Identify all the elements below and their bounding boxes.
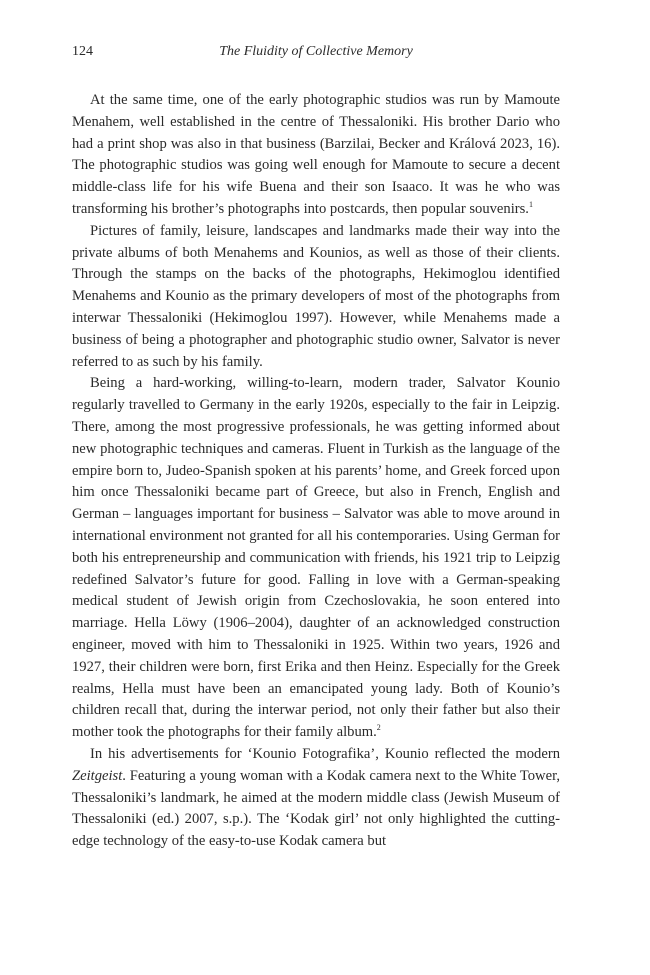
paragraph-text: Being a hard-working, willing-to-learn, modern trader, Salvator Kounio regularly travelled to Germany in the early 1920s, especially to the fair in Leipzig. There, among the most progressive professionals, he was getting informed about new photographic techniques and cameras. Fluent in Turkish as the language of the empire born to, Judeo-Spanish spoken at his parents’ home, and Greek forced upon him once Thessaloniki became part of Greece, but also in French, English and German – languages important for business – Salvator was able to move around in international environment not granted for all his contemporaries. Using German for both his entrepreneurship and communication with friends, his 1921 trip to Leipzig redefined Salvator’s future for good. Falling in love with a German-speaking medical student of Jewish origin from Czechoslovakia, he soon entered into marriage. Hella Löwy (1906–2004), daughter of an acknowledged construction engineer, moved with him to Thessaloniki in 1925. Within two years, 1926 and 1927, their children were born, first Erika and then Heinz. Especially for the Greek realms, Hella must have been an emancipated young lady. Both of Kounio’s children recall that, during the interwar period, not only their father but also their mother took the photographs for their family album.: [72, 375, 560, 741]
paragraph: [72, 373, 560, 744]
emphasis-text: Zeitgeist: [72, 767, 123, 784]
body-text: [72, 90, 560, 853]
paragraph-text: Pictures of family, leisure, landscapes and landmarks made their way into the private albums of both Menahems and Kounios, as well as those of their clients. Through the stamps on the backs of the photographs, Hekimoglou identified Menahems and Kounio as the primary developers of most of the photographs from interwar Thessaloniki (Hekimoglou 1997). However, while Menahems made a business of being a photographer and photographic studio owner, Salvator is never referred to as such by his family.: [72, 222, 560, 370]
paragraph: [72, 90, 560, 221]
paragraph: [72, 744, 560, 853]
footnote-marker[interactable]: 2: [376, 723, 381, 733]
running-title: The Fluidity of Collective Memory: [219, 44, 413, 59]
page-header: [72, 44, 560, 66]
footnote-marker[interactable]: 1: [528, 200, 533, 210]
paragraph-text: In his advertisements for ‘Kounio Fotografika’, Kounio reflected the modern: [90, 745, 560, 762]
paragraph-text: . Featuring a young woman with a Kodak camera next to the White Tower, Thessaloniki’s landmark, he aimed at the modern middle class (Jewish Museum of Thessaloniki (ed.) 2007, s.p.). The ‘Kodak girl’ not only highlighted the cutting-edge technology of the easy-to-use Kodak camera but: [72, 767, 560, 850]
paragraph-text: At the same time, one of the early photographic studios was run by Mamoute Menahem, well established in the centre of Thessaloniki. His brother Dario who had a print shop was also in that business (Barzilai, Becker and Králová 2023, 16). The photographic studios was going well enough for Mamoute to secure a decent middle-class life for his wife Buena and their son Isaaco. It was he who was transforming his brother’s photographs into postcards, then popular souvenirs.: [72, 92, 560, 217]
page-number: 124: [72, 44, 93, 59]
paragraph: [72, 221, 560, 374]
